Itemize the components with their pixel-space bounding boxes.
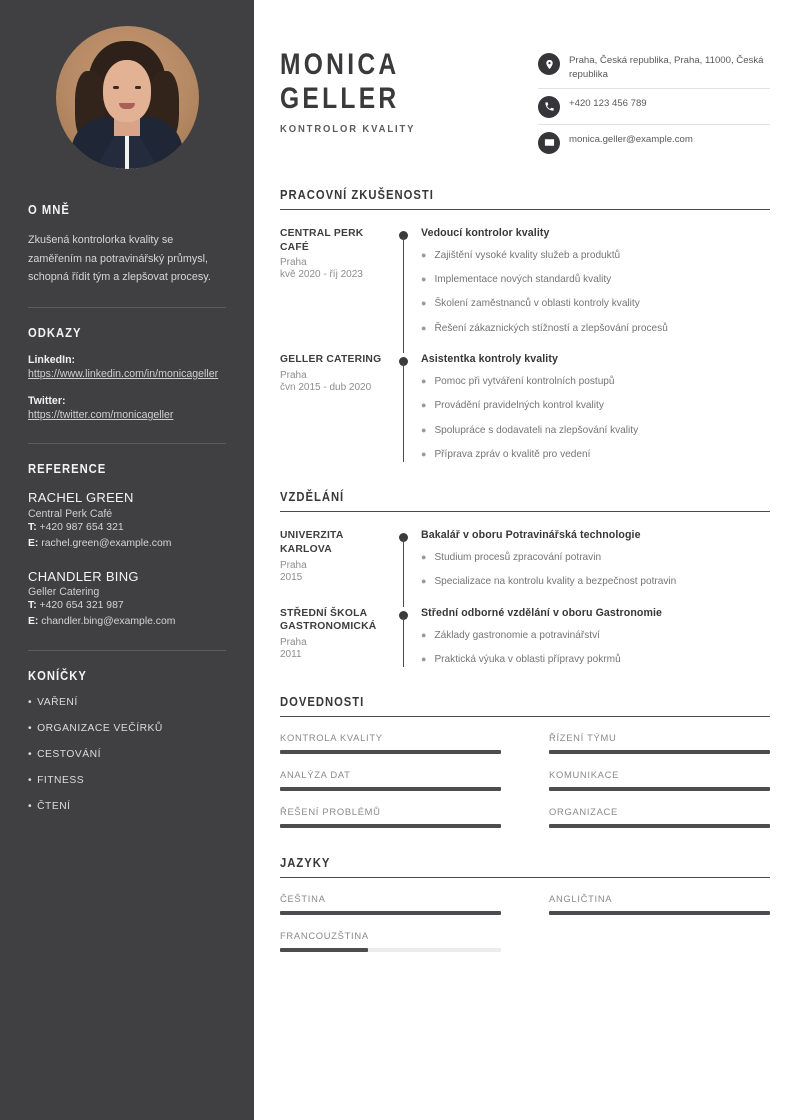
skill-label: ANALÝZA DAT bbox=[280, 769, 351, 781]
avatar-face bbox=[103, 60, 151, 122]
bullet-dot-icon: • bbox=[28, 696, 33, 708]
entry-bullet bbox=[421, 447, 770, 462]
reference-phone bbox=[28, 598, 226, 614]
entry-bullet bbox=[421, 652, 770, 667]
entry-meta bbox=[280, 529, 395, 590]
skill-track bbox=[549, 750, 770, 754]
section-skills bbox=[280, 695, 770, 828]
section-education bbox=[280, 490, 770, 667]
entry-title: Bakalář v oboru Potravinářská technologie bbox=[421, 529, 641, 542]
link-item-twitter bbox=[28, 395, 226, 423]
hobby-label: ČTENÍ bbox=[37, 800, 71, 812]
language-fill bbox=[549, 911, 770, 915]
skill-label: ŘÍZENÍ TÝMU bbox=[549, 732, 617, 744]
entry-body bbox=[421, 353, 770, 462]
section-rule bbox=[280, 511, 770, 512]
hobby-label: CESTOVÁNÍ bbox=[37, 748, 101, 760]
reference-phone-label: T: bbox=[28, 600, 37, 612]
languages-heading: JAZYKY bbox=[280, 856, 331, 871]
entry-city: Praha bbox=[280, 559, 307, 571]
language-track bbox=[280, 948, 501, 952]
about-heading: O MNĚ bbox=[28, 203, 70, 217]
reference-email bbox=[28, 614, 226, 630]
bullet-dot-icon: ● bbox=[421, 448, 427, 459]
timeline-line bbox=[403, 237, 404, 353]
language-track bbox=[549, 911, 770, 915]
language-track bbox=[280, 911, 501, 915]
timeline bbox=[395, 227, 421, 336]
education-entry bbox=[280, 529, 770, 590]
entry-title: Vedoucí kontrolor kvality bbox=[421, 226, 550, 239]
skill-label: ORGANIZACE bbox=[549, 806, 618, 818]
entry-bullet bbox=[421, 398, 770, 413]
skill-label: ŘEŠENÍ PROBLÉMŮ bbox=[280, 806, 381, 818]
entry-title: Asistentka kontroly kvality bbox=[421, 353, 558, 365]
language-label: ANGLIČTINA bbox=[549, 893, 613, 905]
entry-bullet bbox=[421, 272, 770, 287]
avatar bbox=[56, 26, 199, 169]
sidebar bbox=[0, 0, 254, 1120]
skill-track bbox=[549, 824, 770, 828]
timeline bbox=[395, 353, 421, 462]
skill-track bbox=[549, 787, 770, 791]
bullet-text: Školení zaměstnanců v oblasti kontroly kvality bbox=[434, 298, 640, 310]
entry-date: kvě 2020 - říj 2023 bbox=[280, 269, 363, 281]
entry-date: čvn 2015 - dub 2020 bbox=[280, 381, 372, 393]
bullet-text: Základy gastronomie a potravinářství bbox=[434, 629, 600, 641]
last-name: GELLER bbox=[280, 81, 400, 115]
first-name: MONICA bbox=[280, 48, 400, 81]
about-text: Zkušená kontrolorka kvality se zaměřením na potravinářský průmysl, schopná řídit tým a zlepšovat procesy. bbox=[28, 234, 211, 284]
entry-city: Praha bbox=[280, 369, 307, 381]
entry-city: Praha bbox=[280, 637, 307, 649]
skill-track bbox=[280, 824, 501, 828]
reference-phone bbox=[28, 520, 226, 536]
bullet-text: Zajištění vysoké kvality služeb a produktů bbox=[434, 249, 621, 261]
language-label: ČEŠTINA bbox=[280, 893, 326, 905]
entry-bullet bbox=[421, 550, 770, 565]
languages-grid bbox=[280, 878, 770, 952]
skill-item bbox=[549, 806, 770, 828]
bullet-text: Řešení zákaznických stížností a zlepšování procesů bbox=[434, 322, 668, 334]
entry-org: UNIVERZITA KARLOVA bbox=[280, 530, 344, 555]
bullet-text: Pomoc při vytváření kontrolních postupů bbox=[434, 376, 615, 387]
hobby-item bbox=[28, 775, 226, 786]
skill-label: KOMUNIKACE bbox=[549, 769, 620, 781]
entry-org: CENTRAL PERK CAFÉ bbox=[280, 227, 364, 253]
skill-fill bbox=[280, 787, 501, 791]
avatar-eye-right bbox=[135, 86, 141, 89]
hobby-item bbox=[28, 749, 226, 760]
divider-reference bbox=[28, 650, 226, 651]
reference-item bbox=[28, 569, 226, 630]
skill-item bbox=[280, 806, 501, 828]
reference-org: Central Perk Café bbox=[28, 508, 113, 521]
hobbies-heading: KONÍČKY bbox=[28, 668, 87, 683]
bullet-text: Specializace na kontrolu kvality a bezpečnost potravin bbox=[434, 576, 677, 588]
timeline-line bbox=[403, 617, 404, 668]
reference-email-label: E: bbox=[28, 616, 39, 628]
hobby-label: FITNESS bbox=[37, 774, 85, 786]
entry-bullet bbox=[421, 296, 770, 311]
entry-org: GELLER CATERING bbox=[280, 354, 382, 365]
entry-meta bbox=[280, 607, 395, 668]
envelope-icon bbox=[538, 132, 560, 154]
language-item-spacer bbox=[549, 930, 770, 952]
hobby-item bbox=[28, 801, 226, 812]
experience-entry bbox=[280, 227, 770, 336]
bullet-dot-icon: ● bbox=[421, 400, 427, 411]
language-fill bbox=[280, 911, 501, 915]
entry-title: Střední odborné vzdělání v oboru Gastronomie bbox=[421, 606, 663, 619]
reference-email bbox=[28, 536, 226, 552]
skill-label: KONTROLA KVALITY bbox=[280, 732, 383, 744]
bullet-dot-icon: ● bbox=[421, 322, 427, 333]
skill-item bbox=[280, 769, 501, 791]
reference-name: CHANDLER BING bbox=[28, 568, 139, 584]
skill-item bbox=[549, 732, 770, 754]
skill-track bbox=[280, 750, 501, 754]
links-heading: ODKAZY bbox=[28, 325, 82, 340]
reference-org: Geller Catering bbox=[28, 586, 100, 599]
link-label-twitter: Twitter: bbox=[28, 395, 66, 408]
experience-heading: PRACOVNÍ ZKUŠENOSTI bbox=[280, 187, 434, 202]
bullet-text: Provádění pravidelných kontrol kvality bbox=[434, 400, 604, 412]
reference-name: RACHEL GREEN bbox=[28, 490, 134, 506]
timeline-line bbox=[403, 363, 404, 462]
bullet-text: Příprava zpráv o kvalitě pro vedení bbox=[434, 448, 591, 460]
reference-email-value: rachel.green@example.com bbox=[41, 537, 172, 549]
job-role: KONTROLOR KVALITY bbox=[280, 123, 416, 136]
entry-body bbox=[421, 227, 770, 336]
entry-body bbox=[421, 607, 770, 668]
language-label: FRANCOUZŠTINA bbox=[280, 930, 369, 942]
link-url-linkedin[interactable]: https://www.linkedin.com/in/monicageller bbox=[28, 367, 219, 380]
bullet-dot-icon: ● bbox=[421, 654, 427, 665]
skills-grid bbox=[280, 717, 770, 828]
entry-city: Praha bbox=[280, 257, 307, 269]
location-pin-icon bbox=[538, 53, 560, 75]
bullet-dot-icon: • bbox=[28, 774, 33, 786]
main-content bbox=[254, 0, 794, 1120]
entry-bullet bbox=[421, 374, 770, 389]
bullet-dot-icon: ● bbox=[421, 424, 427, 435]
divider-about bbox=[28, 307, 226, 308]
entry-body bbox=[421, 529, 770, 590]
experience-entry bbox=[280, 353, 770, 462]
link-item-linkedin bbox=[28, 354, 226, 382]
contact-email bbox=[538, 124, 770, 160]
reference-phone-value: +420 654 321 987 bbox=[39, 600, 124, 612]
hobby-label: ORGANIZACE VEČÍRKŮ bbox=[37, 722, 163, 734]
timeline bbox=[395, 529, 421, 590]
skill-fill bbox=[280, 824, 501, 828]
reference-heading: REFERENCE bbox=[28, 462, 107, 477]
education-entry bbox=[280, 607, 770, 668]
entry-bullet bbox=[421, 628, 770, 643]
entry-org: STŘEDNÍ ŠKOLA GASTRONOMICKÁ bbox=[280, 607, 377, 633]
entry-meta bbox=[280, 227, 395, 336]
language-item bbox=[549, 893, 770, 915]
skill-item bbox=[280, 732, 501, 754]
bullet-dot-icon: ● bbox=[421, 629, 427, 640]
contact-phone bbox=[538, 88, 770, 124]
skill-track bbox=[280, 787, 501, 791]
language-item bbox=[280, 930, 501, 952]
reference-email-label: E: bbox=[28, 537, 39, 549]
bullet-dot-icon: ● bbox=[421, 249, 427, 260]
hobby-label: VAŘENÍ bbox=[37, 696, 78, 708]
timeline-line bbox=[403, 539, 404, 607]
contact-email-text: monica.geller@example.com bbox=[569, 133, 693, 145]
skills-heading: DOVEDNOSTI bbox=[280, 695, 365, 710]
bullet-dot-icon: • bbox=[28, 722, 33, 734]
section-rule bbox=[280, 209, 770, 210]
bullet-text: Praktická výuka v oblasti přípravy pokrmů bbox=[434, 654, 621, 666]
bullet-text: Studium procesů zpracování potravin bbox=[434, 552, 602, 564]
avatar-wrapper bbox=[28, 26, 226, 169]
link-label-linkedin: LinkedIn: bbox=[28, 353, 76, 366]
timeline bbox=[395, 607, 421, 668]
contact-address-text: Praha, Česká republika, Praha, 11000, Česká republika bbox=[569, 55, 764, 80]
hobby-item bbox=[28, 697, 226, 708]
avatar-eye-left bbox=[113, 86, 119, 89]
skill-fill bbox=[549, 787, 770, 791]
bullet-dot-icon: • bbox=[28, 748, 33, 760]
avatar-mouth bbox=[119, 103, 135, 109]
language-fill bbox=[280, 948, 368, 952]
bullet-text: Implementace nových standardů kvality bbox=[434, 274, 612, 286]
reference-email-value: chandler.bing@example.com bbox=[41, 616, 176, 628]
language-item bbox=[280, 893, 501, 915]
entry-bullet bbox=[421, 321, 770, 336]
reference-phone-label: T: bbox=[28, 522, 37, 534]
phone-icon bbox=[538, 96, 560, 118]
bullet-text: Spolupráce s dodavateli na zlepšování kvality bbox=[434, 424, 639, 436]
bullet-dot-icon: ● bbox=[421, 552, 427, 563]
section-languages bbox=[280, 856, 770, 952]
entry-date: 2011 bbox=[280, 649, 302, 661]
contact-phone-text: +420 123 456 789 bbox=[569, 97, 647, 109]
bullet-dot-icon: ● bbox=[421, 274, 427, 285]
bullet-dot-icon: ● bbox=[421, 576, 427, 587]
contact-list bbox=[538, 40, 770, 160]
entry-bullet bbox=[421, 574, 770, 589]
skill-fill bbox=[549, 824, 770, 828]
entry-meta bbox=[280, 353, 395, 462]
skill-fill bbox=[280, 750, 501, 754]
bullet-dot-icon: ● bbox=[421, 298, 427, 309]
entry-bullet bbox=[421, 423, 770, 438]
name-block bbox=[280, 40, 430, 135]
entry-date: 2015 bbox=[280, 571, 303, 583]
skill-item bbox=[549, 769, 770, 791]
bullet-dot-icon: • bbox=[28, 800, 33, 812]
hobby-item bbox=[28, 723, 226, 734]
reference-phone-value: +420 987 654 321 bbox=[39, 522, 124, 534]
skill-fill bbox=[549, 750, 770, 754]
header bbox=[280, 40, 770, 160]
entry-bullet bbox=[421, 248, 770, 263]
link-url-twitter[interactable]: https://twitter.com/monicageller bbox=[28, 409, 174, 422]
education-heading: VZDĚLÁNÍ bbox=[280, 490, 345, 505]
bullet-dot-icon: ● bbox=[421, 376, 427, 386]
divider-links bbox=[28, 443, 226, 444]
section-experience bbox=[280, 188, 770, 462]
reference-item bbox=[28, 490, 226, 551]
contact-address bbox=[538, 46, 770, 88]
